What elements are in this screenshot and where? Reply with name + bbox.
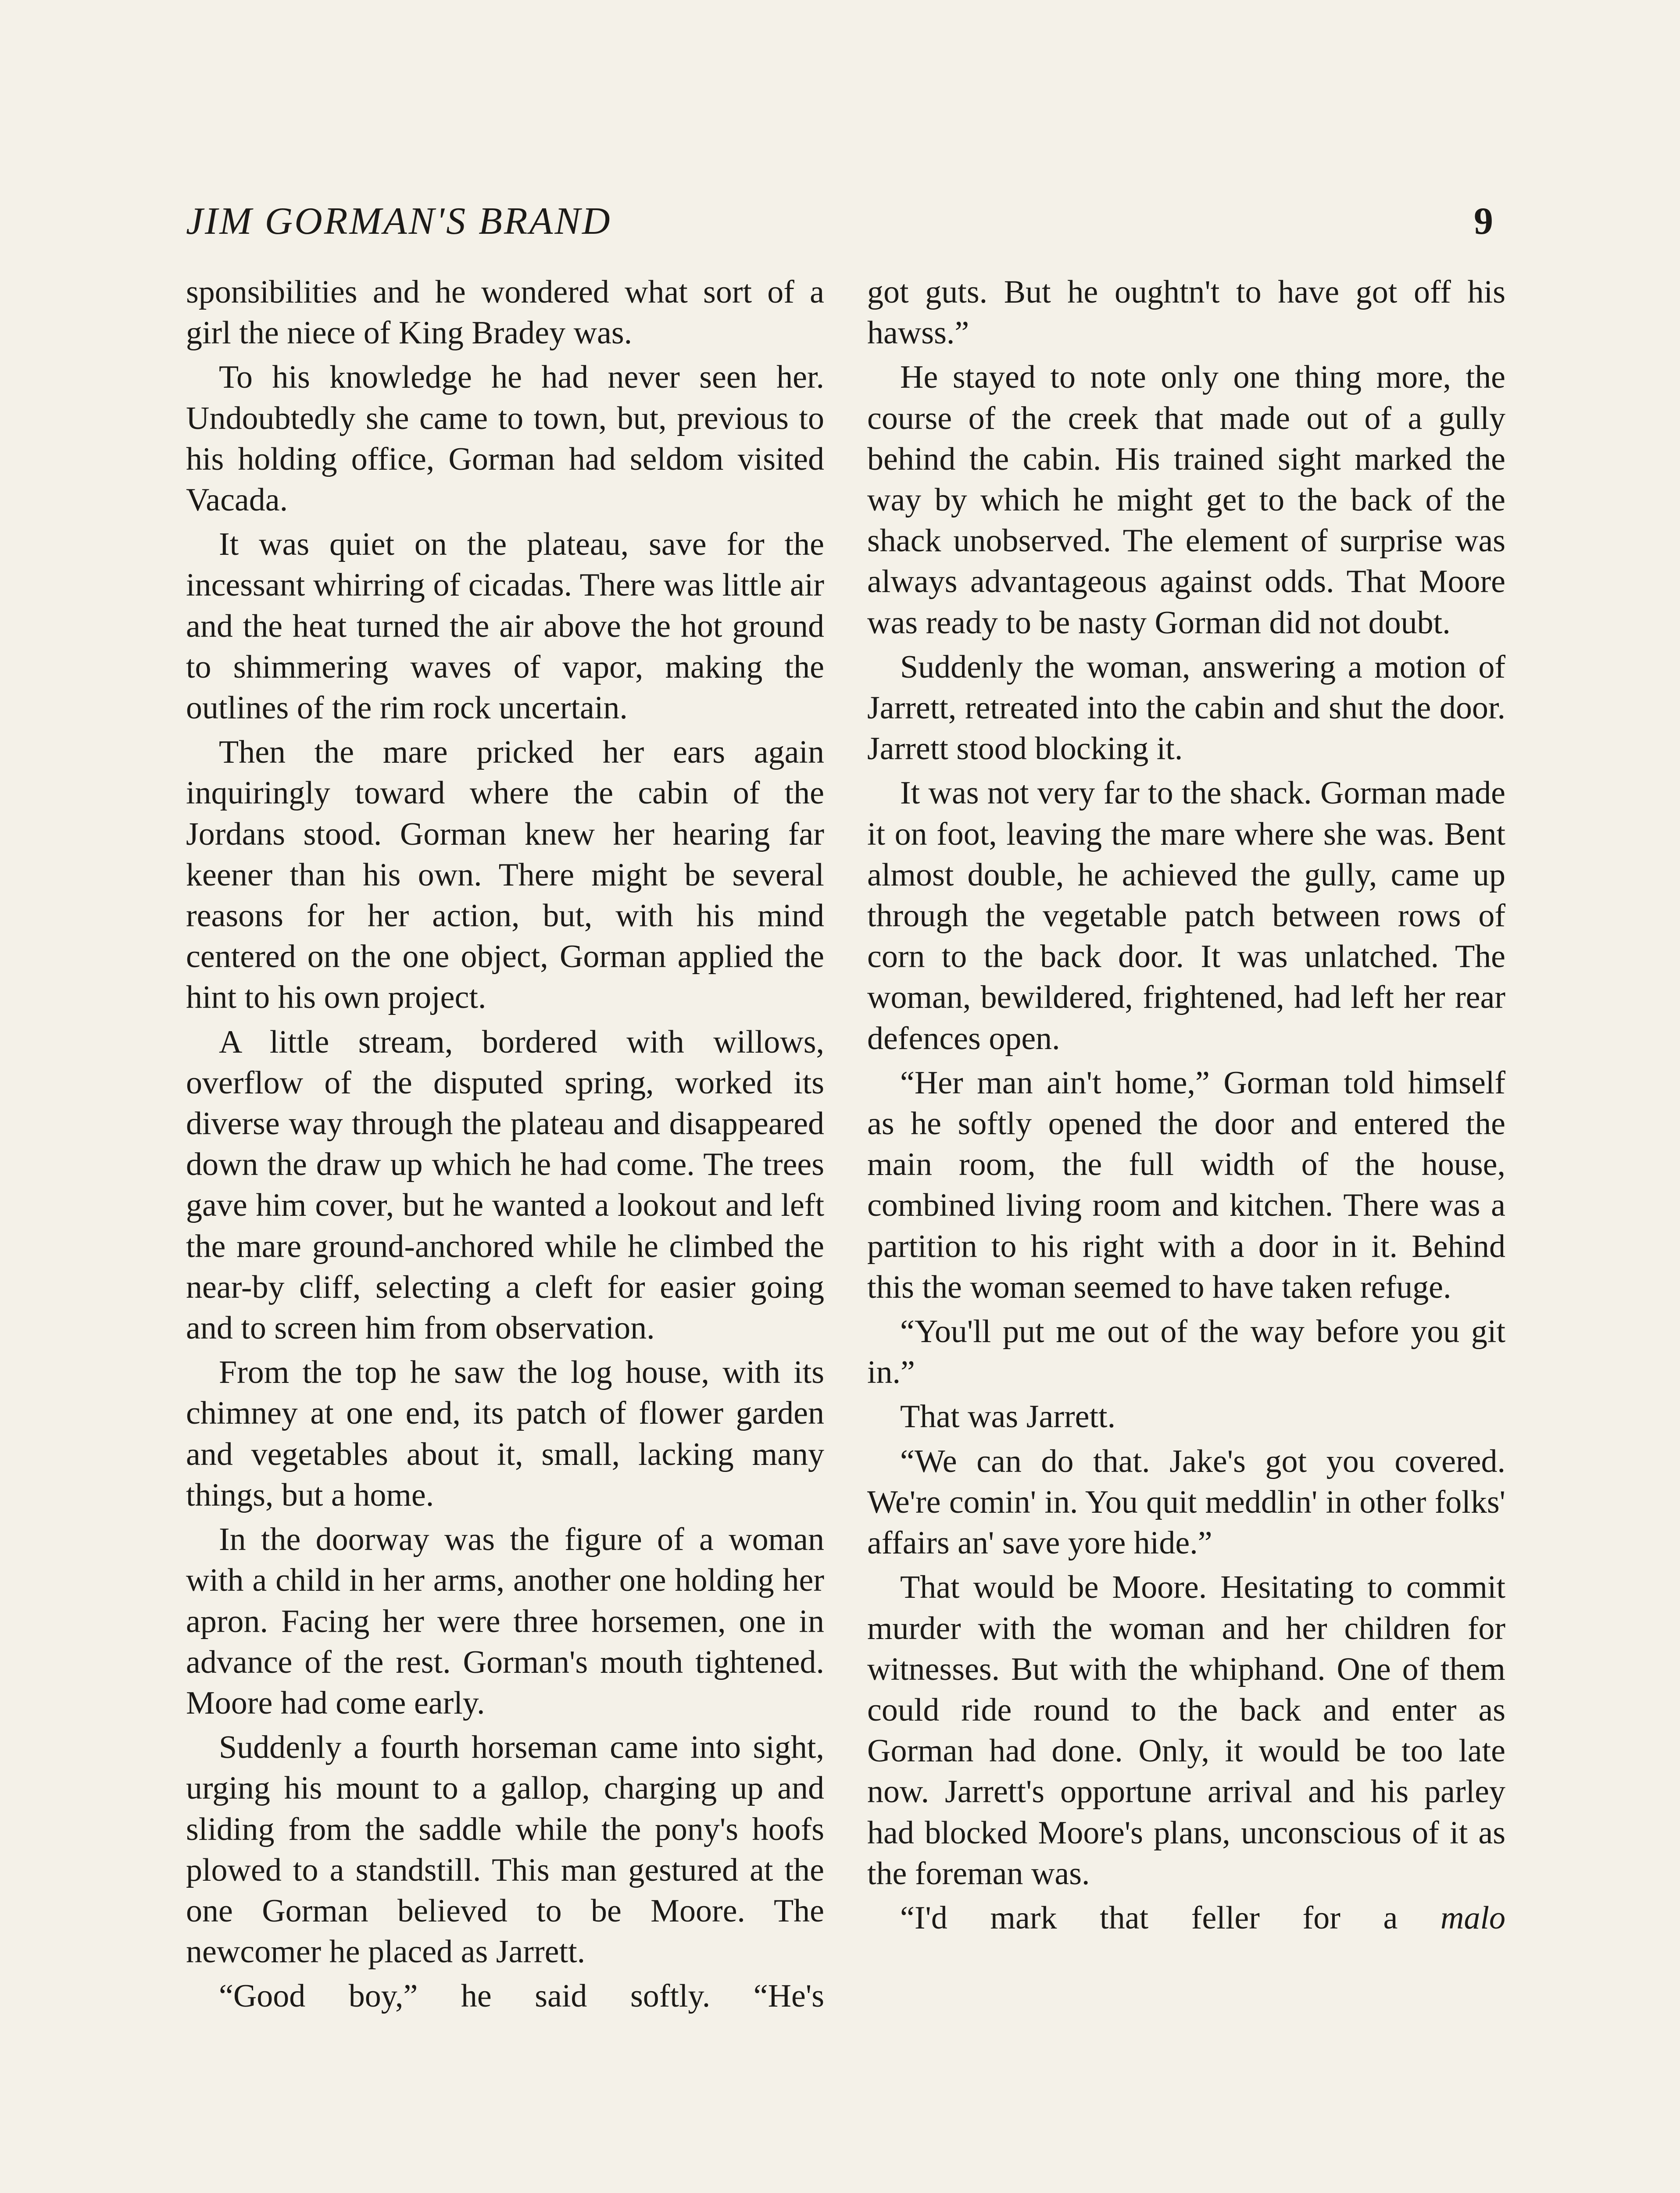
- paragraph: got guts. But he oughtn't to have got off his hawss.”: [867, 274, 1505, 351]
- paragraph: From the top he saw the log house, with its chimney at one end, its patch of flower garden and vegetables about it, small, lacking many things, but a home.: [186, 1354, 824, 1513]
- paragraph: Then the mare pricked her ears again inquiringly toward where the cabin of the Jordans stood. Gorman knew her hearing far keener than his own. There might be several reasons for her action, but, with his mind centered on the one object, Gorman applied the hint to his own project.: [186, 734, 824, 1016]
- paragraph: “Her man ain't home,” Gorman told himself as he softly opened the door and entered the main room, the full width of the house, combined living room and kitchen. There was a partition to his right with a door in it. Behind this the woman seemed to have taken refuge.: [867, 1064, 1505, 1305]
- paragraph: It was quiet on the plateau, save for the incessant whirring of cicadas. There was little air and the heat turned the air above the hot ground to shimmering waves of vapor, making the outlines of the rim rock uncertain.: [186, 526, 824, 726]
- right-column: [867, 272, 1505, 1942]
- italic-word: malo: [1441, 1900, 1505, 1936]
- paragraph: It was not very far to the shack. Gorman made it on foot, leaving the mare where she was. Bent almost double, he achieved the gully, came up through the vegetable patch between rows of corn to the back door. It was unlatched. The woman, bewildered, frightened, had left her rear defences open.: [867, 775, 1505, 1057]
- paragraph: sponsibilities and he wondered what sort of a girl the niece of King Bradey was.: [186, 274, 824, 351]
- paragraph: “You'll put me out of the way before you git in.”: [867, 1314, 1505, 1391]
- paragraph: He stayed to note only one thing more, the course of the creek that made out of a gully behind the cabin. His trained sight marked the way by which he might get to the back of the shack unobserved. The element of surprise was always advantageous against odds. That Moore was ready to be nasty Gorman did not doubt.: [867, 359, 1505, 641]
- paragraph: “Good boy,” he said softly. “He's: [219, 1978, 824, 2014]
- paragraph-text: “I'd mark that feller for a: [900, 1900, 1398, 1936]
- page-header: [186, 189, 1493, 254]
- paragraph: In the doorway was the figure of a woman with a child in her arms, another one holding her apron. Facing her were three horsemen, one in advance of the rest. Gorman's mouth tightened. Moore had come early.: [186, 1522, 824, 1721]
- paragraph: Suddenly a fourth horseman came into sight, urging his mount to a gallop, charging up and sliding from the saddle while the pony's hoofs plowed to a standstill. This man gestured at the one Gorman believed to be Moore. The newcomer he placed as Jarrett.: [186, 1729, 824, 1970]
- paragraph: A little stream, bordered with willows, overflow of the disputed spring, worked its diverse way through the plateau and disappeared down the draw up which he had come. The trees gave him cover, but he wanted a lookout and left the mare ground-anchored while he climbed the near-by cliff, selecting a cleft for easier going and to screen him from observation.: [186, 1024, 824, 1347]
- running-title: JIM GORMAN'S BRAND: [186, 200, 612, 243]
- left-column: [186, 272, 824, 2021]
- paragraph: That was Jarrett.: [900, 1399, 1116, 1435]
- paragraph: Suddenly the woman, answering a motion of Jarrett, retreated into the cabin and shut the door. Jarrett stood blocking it.: [867, 649, 1505, 767]
- paragraph: To his knowledge he had never seen her. Undoubtedly she came to town, but, previous to his holding office, Gorman had seldom visited Vacada.: [186, 359, 824, 518]
- paragraph: That would be Moore. Hesitating to commit murder with the woman and her children for witnesses. But with the whiphand. One of them could ride round to the back and enter as Gorman had done. Only, it would be too late now. Jarrett's opportune arrival and his parley had blocked Moore's plans, unconscious of it as the foreman was.: [867, 1569, 1505, 1892]
- page-number: 9: [1474, 200, 1493, 243]
- paragraph: “We can do that. Jake's got you covered. We're comin' in. You quit meddlin' in other folks' affairs an' save yore hide.”: [867, 1443, 1505, 1561]
- paragraph: [867, 1898, 1505, 1939]
